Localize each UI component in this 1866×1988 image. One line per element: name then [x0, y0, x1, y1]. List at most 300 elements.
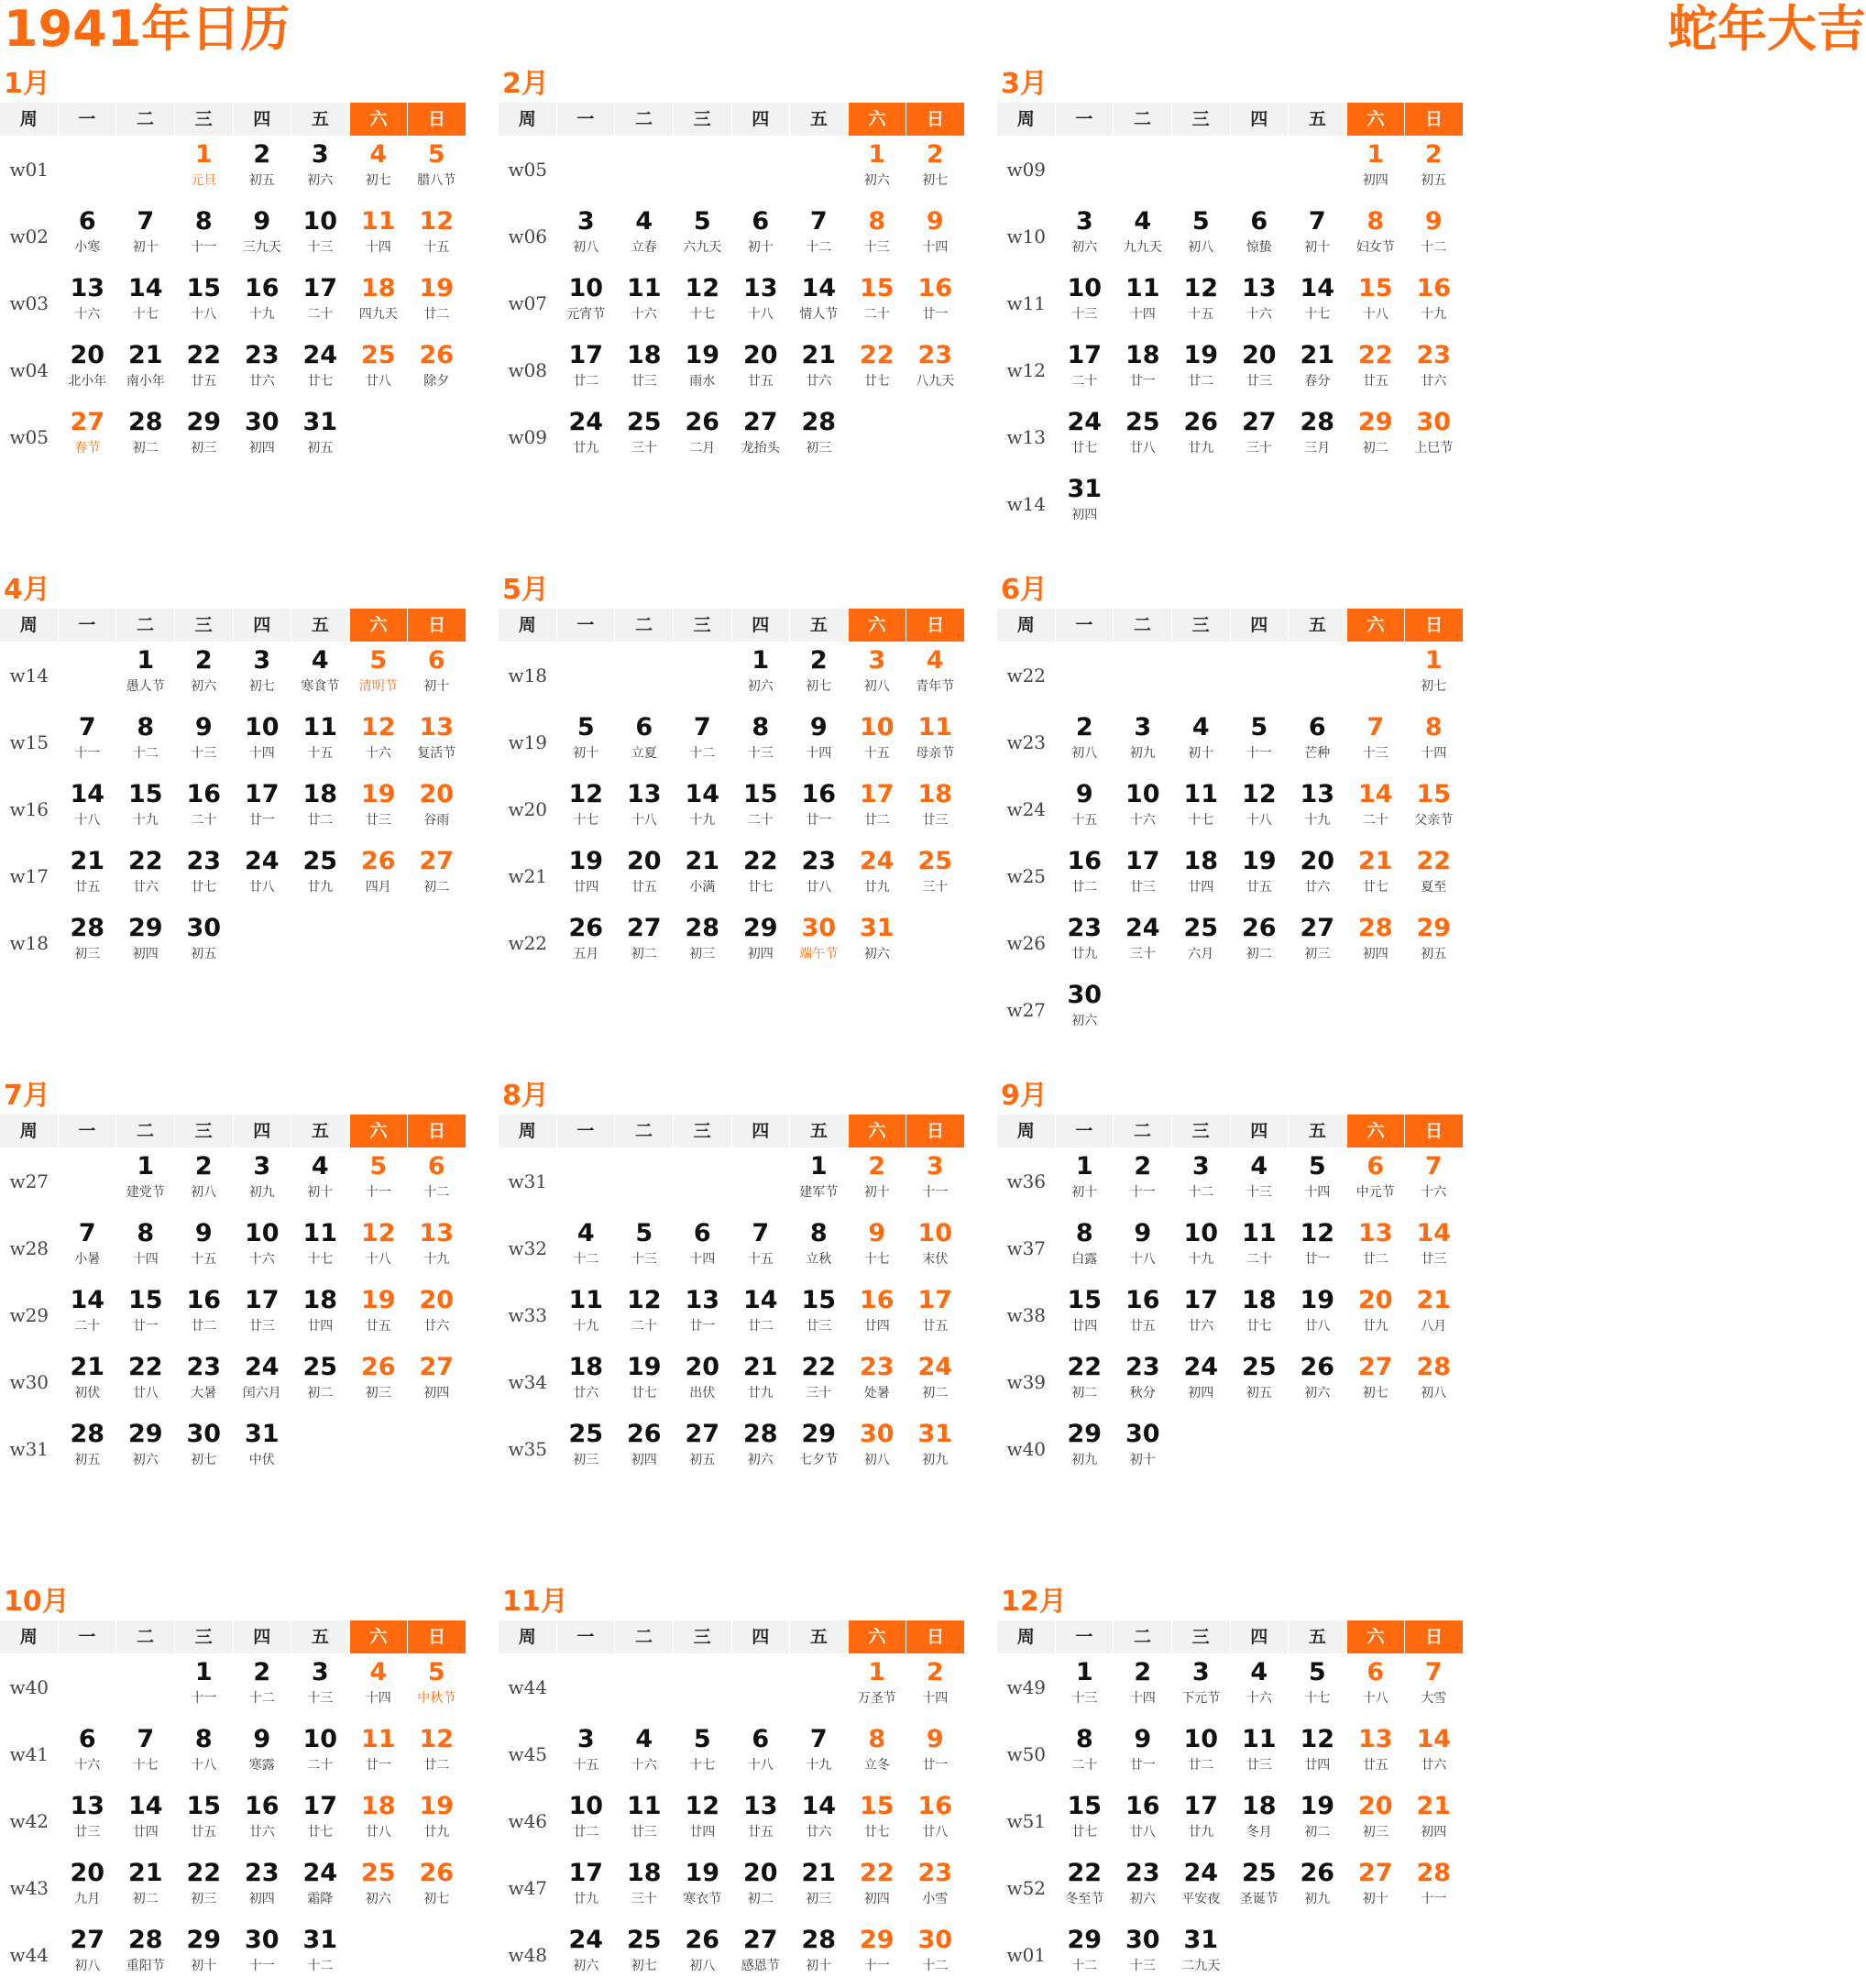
week-number: w38 [1006, 1303, 1047, 1326]
weekday-label: 日 [407, 1620, 466, 1653]
day-cell [848, 1720, 906, 1787]
lunar-label: 十七 [1304, 307, 1331, 322]
weekday-label: 二 [115, 609, 174, 642]
day-cell [116, 708, 175, 775]
day-number: 14 [70, 1286, 105, 1314]
day-cell [1289, 403, 1347, 470]
lunar-label: 初四 [248, 441, 275, 456]
empty-day-cell [408, 1415, 466, 1482]
day-number: 25 [302, 1353, 338, 1381]
weekday-label: 六 [349, 609, 408, 642]
month-block [499, 1584, 964, 1988]
day-number: 31 [302, 1926, 338, 1954]
day-number: 22 [801, 1353, 837, 1381]
day-cell [731, 1281, 790, 1348]
lunar-label: 初六 [863, 173, 890, 188]
lunar-label: 中秋节 [417, 1691, 456, 1706]
weekday-label: 六 [1346, 103, 1405, 136]
day-number: 9 [868, 1219, 886, 1247]
weekday-label: 五 [291, 609, 349, 642]
day-cell [848, 336, 906, 403]
lunar-label: 二九天 [1181, 1959, 1221, 1973]
day-number: 23 [801, 847, 837, 875]
weekday-header [499, 1620, 964, 1653]
day-number: 16 [859, 1286, 895, 1314]
lunar-label: 十五 [307, 746, 334, 761]
day-number: 14 [1416, 1219, 1452, 1247]
day-cell [1230, 1787, 1289, 1854]
day-number: 13 [1300, 780, 1335, 808]
weekday-label: 二 [614, 1620, 673, 1653]
empty-day-cell [1172, 470, 1231, 537]
week-number: w45 [508, 1742, 548, 1765]
day-cell [1114, 1787, 1172, 1854]
day-number: 28 [70, 914, 105, 942]
day-number: 22 [186, 341, 222, 369]
empty-day-cell [557, 1653, 616, 1720]
lunar-label: 愚人节 [126, 679, 165, 694]
day-number: 5 [576, 713, 595, 741]
day-number: 15 [127, 780, 163, 808]
empty-day-cell [731, 1653, 790, 1720]
day-cell [1230, 842, 1289, 909]
lunar-label: 初七 [365, 173, 391, 188]
day-number: 16 [1416, 274, 1452, 302]
day-cell [175, 203, 234, 269]
week-row [499, 909, 964, 976]
day-cell [1346, 1720, 1405, 1787]
day-cell [408, 1787, 466, 1854]
lunar-label: 廿一 [1304, 1252, 1331, 1267]
day-cell [731, 1348, 790, 1415]
weekday-label: 三 [174, 609, 233, 642]
lunar-label: 初二 [132, 441, 159, 456]
day-number: 19 [1300, 1792, 1335, 1820]
day-cell [557, 1854, 616, 1921]
lunar-label: 十三 [191, 746, 217, 761]
lunar-label: 十七 [132, 1758, 159, 1773]
day-number: 17 [302, 1792, 338, 1820]
weekday-label: 三 [174, 1115, 233, 1148]
day-cell [116, 203, 175, 269]
day-number: 7 [137, 1725, 155, 1753]
day-cell [59, 1787, 117, 1854]
day-number: 15 [801, 1286, 837, 1314]
day-cell [1346, 1787, 1405, 1854]
day-cell [1172, 1921, 1231, 1988]
week-column-header: 周 [499, 103, 556, 136]
lunar-label: 八月 [1421, 1319, 1447, 1334]
lunar-label: 十六 [1246, 307, 1272, 322]
lunar-label: 十三 [1246, 1185, 1272, 1200]
lunar-label: 初七 [191, 1453, 217, 1467]
lunar-label: 十四 [1129, 1691, 1156, 1706]
lunar-label: 初六 [307, 173, 334, 188]
empty-day-cell [1230, 470, 1289, 537]
day-cell [1114, 336, 1172, 403]
day-number: 18 [360, 274, 396, 302]
day-cell [1346, 203, 1405, 269]
lunar-label: 十八 [631, 813, 657, 828]
empty-day-cell [1346, 642, 1405, 708]
weekday-label: 四 [1230, 609, 1289, 642]
lunar-label: 十三 [747, 746, 774, 761]
day-number: 11 [1241, 1219, 1277, 1247]
day-cell [1056, 1281, 1114, 1348]
day-cell [291, 842, 350, 909]
day-number: 26 [1241, 914, 1277, 942]
empty-day-cell [408, 403, 466, 470]
empty-day-cell [1230, 1921, 1289, 1988]
day-number: 8 [1075, 1219, 1093, 1247]
day-number: 11 [1125, 274, 1160, 302]
day-cell [233, 1348, 291, 1415]
day-cell [116, 1787, 175, 1854]
weekday-label: 四 [233, 1620, 291, 1653]
day-cell [848, 1348, 906, 1415]
day-number: 24 [302, 341, 338, 369]
lunar-label: 十三 [1129, 1959, 1156, 1973]
day-cell [349, 642, 408, 708]
day-number: 1 [868, 140, 886, 169]
day-cell [233, 1720, 291, 1787]
day-cell [1056, 470, 1114, 537]
day-cell [233, 1214, 291, 1281]
day-cell [1289, 1653, 1347, 1720]
empty-day-cell [906, 403, 965, 470]
lunar-label: 十四 [922, 1691, 949, 1706]
empty-day-cell [1172, 642, 1231, 708]
weekday-label: 五 [789, 1115, 848, 1148]
day-number: 30 [186, 1420, 222, 1448]
empty-day-cell [1405, 470, 1464, 537]
weekday-label: 五 [789, 1620, 848, 1653]
lunar-label: 廿九 [573, 1892, 599, 1906]
lunar-label: 十九 [132, 813, 159, 828]
day-cell [291, 1653, 350, 1720]
lunar-label: 廿四 [132, 1825, 159, 1840]
day-number: 24 [568, 408, 604, 436]
lunar-label: 初八 [74, 1959, 101, 1973]
lunar-label: 十四 [365, 240, 391, 255]
week-number: w16 [9, 797, 49, 820]
month-name: 11月 [502, 1586, 568, 1618]
day-cell [1230, 1348, 1289, 1415]
day-cell [1346, 1281, 1405, 1348]
lunar-label: 十二 [1188, 1185, 1214, 1200]
day-number: 17 [302, 274, 338, 302]
weekday-label: 一 [1055, 609, 1114, 642]
day-cell [116, 269, 175, 336]
month-block [997, 572, 1463, 1043]
empty-day-cell [1405, 976, 1464, 1043]
lunar-label: 初五 [74, 1453, 101, 1467]
day-cell [1346, 775, 1405, 842]
week-number: w29 [9, 1303, 49, 1326]
day-number: 23 [244, 341, 280, 369]
day-number: 26 [685, 408, 720, 436]
day-number: 8 [752, 713, 770, 741]
day-cell [1230, 269, 1289, 336]
lunar-label: 初三 [191, 441, 217, 456]
lunar-label: 廿四 [689, 1825, 716, 1840]
day-number: 25 [360, 1859, 396, 1887]
lunar-label: 闰六月 [242, 1386, 281, 1400]
day-cell [848, 269, 906, 336]
lunar-label: 廿三 [248, 1319, 275, 1334]
day-cell [116, 1348, 175, 1415]
day-number: 25 [626, 408, 662, 436]
day-cell [408, 842, 466, 909]
day-number: 18 [917, 780, 953, 808]
day-number: 29 [801, 1420, 837, 1448]
lunar-label: 三月 [1304, 441, 1331, 456]
empty-day-cell [1405, 1415, 1464, 1482]
lunar-label: 十二 [1071, 1959, 1098, 1973]
day-number: 29 [1357, 408, 1393, 436]
lunar-label: 初四 [1071, 508, 1098, 522]
day-number: 19 [626, 1353, 662, 1381]
lunar-label: 春节 [74, 441, 101, 456]
lunar-label: 初十 [1129, 1453, 1156, 1467]
lunar-label: 廿七 [1246, 1319, 1272, 1334]
day-number: 21 [685, 847, 720, 875]
day-cell [1230, 775, 1289, 842]
weekday-header [0, 1115, 466, 1148]
day-cell [1230, 1653, 1289, 1720]
day-cell [906, 1653, 965, 1720]
day-number: 2 [868, 1152, 886, 1181]
day-number: 18 [1241, 1792, 1277, 1820]
weekday-label: 二 [1113, 609, 1171, 642]
day-number: 30 [1416, 408, 1452, 436]
week-row [0, 269, 466, 336]
lunar-label: 初六 [1071, 1014, 1098, 1028]
day-cell [1172, 403, 1231, 470]
day-cell [175, 775, 234, 842]
day-number: 11 [302, 713, 338, 741]
day-number: 2 [1134, 1152, 1152, 1181]
day-cell [1172, 1720, 1231, 1787]
day-number: 23 [1125, 1353, 1160, 1381]
day-cell [1172, 1854, 1231, 1921]
lunar-label: 十八 [365, 1252, 391, 1267]
lunar-label: 冬月 [1246, 1825, 1272, 1840]
lunar-label: 廿五 [1362, 374, 1389, 389]
day-number: 21 [70, 847, 105, 875]
day-number: 8 [137, 1219, 155, 1247]
lunar-label: 建党节 [126, 1185, 165, 1200]
day-cell [848, 1653, 906, 1720]
day-cell [1056, 203, 1114, 269]
day-cell [349, 1653, 408, 1720]
day-number: 6 [427, 1152, 445, 1181]
empty-day-cell [790, 1653, 849, 1720]
empty-day-cell [1172, 136, 1231, 203]
weekday-label: 一 [556, 103, 615, 136]
day-number: 9 [253, 1725, 271, 1753]
day-cell [1056, 1787, 1114, 1854]
week-number: w31 [508, 1170, 548, 1192]
lunar-label: 万圣节 [857, 1691, 896, 1706]
day-cell [175, 909, 234, 976]
day-cell [116, 1148, 175, 1214]
lunar-label: 妇女节 [1356, 240, 1395, 255]
day-number: 6 [752, 1725, 770, 1753]
day-number: 11 [1183, 780, 1219, 808]
month-name: 3月 [1001, 68, 1048, 100]
week-number: w01 [9, 158, 49, 181]
week-number: w36 [1006, 1170, 1047, 1192]
lunar-label: 初三 [689, 947, 716, 961]
week-number: w22 [1006, 664, 1047, 686]
week-number: w35 [508, 1437, 548, 1460]
lunar-label: 初五 [1246, 1386, 1272, 1400]
weekday-label: 四 [1230, 1620, 1289, 1653]
month-name: 5月 [502, 574, 549, 606]
week-row [0, 708, 466, 775]
lunar-label: 十二 [423, 1185, 450, 1200]
month-block [0, 572, 466, 976]
lunar-label: 廿七 [747, 880, 774, 895]
day-cell [848, 909, 906, 976]
day-number: 4 [369, 140, 388, 169]
day-cell [175, 336, 234, 403]
day-cell [615, 1214, 674, 1281]
day-number: 5 [1250, 713, 1268, 741]
week-number: w18 [508, 664, 548, 686]
weekday-label: 日 [906, 1115, 964, 1148]
day-number: 24 [568, 1926, 604, 1954]
day-cell [674, 1720, 732, 1787]
lunar-label: 十六 [1129, 813, 1156, 828]
lunar-label: 廿四 [573, 880, 599, 895]
day-cell [116, 1214, 175, 1281]
day-cell [1346, 1148, 1405, 1214]
day-cell [906, 775, 965, 842]
day-number: 27 [742, 408, 778, 436]
day-number: 29 [186, 1926, 222, 1954]
day-cell [349, 1854, 408, 1921]
week-row [499, 1415, 964, 1482]
lunar-label: 廿九 [1188, 1825, 1214, 1840]
day-number: 27 [742, 1926, 778, 1954]
day-cell [175, 1348, 234, 1415]
day-number: 7 [78, 713, 96, 741]
day-cell [59, 842, 117, 909]
day-cell [848, 1148, 906, 1214]
day-cell [1405, 403, 1464, 470]
week-row [0, 136, 466, 203]
day-cell [233, 136, 291, 203]
empty-day-cell [1056, 642, 1114, 708]
lunar-label: 初三 [191, 1892, 217, 1906]
day-cell [349, 1281, 408, 1348]
day-cell [906, 269, 965, 336]
day-cell [408, 1653, 466, 1720]
week-column-header: 周 [0, 1115, 58, 1148]
lunar-label: 十一 [191, 1691, 217, 1706]
empty-day-cell [1346, 1921, 1405, 1988]
day-number: 1 [1075, 1152, 1093, 1181]
day-cell [674, 1348, 732, 1415]
day-number: 30 [917, 1926, 953, 1954]
day-cell [615, 1348, 674, 1415]
week-number: w27 [9, 1170, 49, 1192]
day-cell [1056, 1653, 1114, 1720]
lunar-label: 廿九 [747, 1386, 774, 1400]
lunar-label: 六九天 [683, 240, 722, 255]
day-number: 8 [1075, 1725, 1093, 1753]
day-number: 21 [1357, 847, 1393, 875]
week-number: w03 [9, 291, 49, 314]
lunar-label: 廿四 [1188, 880, 1214, 895]
day-number: 3 [576, 207, 595, 236]
day-cell [291, 1148, 350, 1214]
day-number: 10 [859, 713, 895, 741]
lunar-label: 廿二 [573, 1825, 599, 1840]
day-cell [233, 642, 291, 708]
lunar-label: 九九天 [1123, 240, 1162, 255]
day-cell [1172, 708, 1231, 775]
day-cell [116, 642, 175, 708]
day-cell [790, 1854, 849, 1921]
day-number: 18 [568, 1353, 604, 1381]
day-cell [615, 1921, 674, 1988]
day-cell [674, 1281, 732, 1348]
day-number: 7 [1367, 713, 1385, 741]
day-cell [291, 1921, 350, 1988]
day-number: 6 [1308, 713, 1326, 741]
lunar-label: 初二 [747, 1892, 774, 1906]
lunar-label: 初五 [307, 441, 334, 456]
weekday-label: 四 [731, 1115, 790, 1148]
lunar-label: 初二 [1304, 1825, 1331, 1840]
lunar-label: 初九 [1304, 1892, 1331, 1906]
weekday-label: 三 [174, 103, 233, 136]
day-number: 15 [859, 1792, 895, 1820]
day-cell [175, 403, 234, 470]
day-cell [175, 842, 234, 909]
day-number: 18 [1241, 1286, 1277, 1314]
weekday-label: 日 [407, 609, 466, 642]
day-cell [408, 1854, 466, 1921]
day-number: 6 [752, 207, 770, 236]
day-cell [848, 642, 906, 708]
day-cell [1172, 1281, 1231, 1348]
lunar-label: 十六 [1421, 1185, 1447, 1200]
lunar-label: 十五 [1188, 307, 1214, 322]
day-number: 9 [1134, 1219, 1152, 1247]
day-number: 8 [194, 207, 213, 236]
lunar-label: 初六 [1129, 1892, 1156, 1906]
day-cell [1114, 842, 1172, 909]
day-cell [59, 1854, 117, 1921]
lunar-label: 十五 [573, 1758, 599, 1773]
day-number: 13 [1241, 274, 1277, 302]
lunar-label: 初七 [806, 679, 832, 694]
week-row [997, 403, 1463, 470]
lunar-label: 初九 [248, 1185, 275, 1200]
empty-day-cell [674, 1148, 732, 1214]
lunar-label: 初六 [747, 679, 774, 694]
lunar-label: 初八 [191, 1185, 217, 1200]
day-number: 31 [859, 914, 895, 942]
lunar-label: 寒衣节 [683, 1892, 722, 1906]
weekday-label: 四 [233, 103, 291, 136]
day-number: 27 [419, 1353, 455, 1381]
weekday-label: 日 [407, 103, 466, 136]
